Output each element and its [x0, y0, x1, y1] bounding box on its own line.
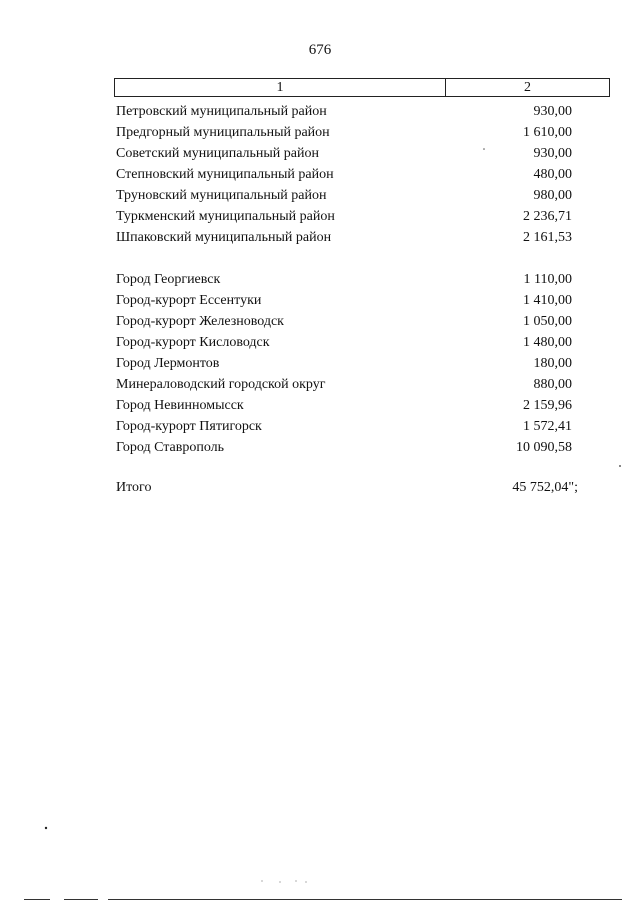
scan-edge-line: [108, 899, 622, 900]
scan-edge-line: [24, 899, 50, 900]
row-name: Город Лермонтов: [116, 356, 220, 371]
row-value: 180,00: [533, 356, 572, 371]
row-value: 2 236,71: [523, 209, 572, 224]
page-number: 676: [308, 42, 332, 58]
scan-speck: [483, 148, 485, 150]
row-name: Петровский муниципальный район: [116, 104, 327, 119]
row-value: 480,00: [533, 167, 572, 182]
row-value: 1 480,00: [523, 335, 572, 350]
scan-speck: [295, 880, 296, 881]
row-value: 2 161,53: [523, 230, 572, 245]
total-label: Итого: [116, 480, 152, 495]
row-value: 1 110,00: [523, 272, 572, 287]
row-name: Минераловодский городской округ: [116, 377, 326, 392]
row-name: Степновский муниципальный район: [116, 167, 334, 182]
row-value: 980,00: [533, 188, 572, 203]
row-value: 1 050,00: [523, 314, 572, 329]
row-name: Город Ставрополь: [116, 440, 225, 455]
row-value: 930,00: [533, 146, 572, 161]
scan-speck: [261, 880, 262, 881]
row-name: Труновский муниципальный район: [116, 188, 327, 203]
row-name: Город Невинномысск: [116, 398, 244, 413]
scan-edge-line: [64, 899, 98, 900]
row-name: Предгорный муниципальный район: [116, 125, 330, 140]
row-name: Город-курорт Железноводск: [116, 314, 284, 329]
row-value: 1 610,00: [523, 125, 572, 140]
row-name: Туркменский муниципальный район: [116, 209, 335, 224]
row-name: Шпаковский муниципальный район: [116, 230, 332, 245]
scan-speck: [305, 881, 306, 882]
row-value: 2 159,96: [523, 398, 572, 413]
scan-speck: [619, 465, 621, 467]
total-value: 45 752,04";: [512, 480, 578, 495]
row-value: 1 410,00: [523, 293, 572, 308]
row-name: Советский муниципальный район: [116, 146, 319, 161]
row-value: 880,00: [533, 377, 572, 392]
row-value: 930,00: [533, 104, 572, 119]
scan-speck: [279, 881, 280, 882]
row-name: Город-курорт Ессентуки: [116, 293, 262, 308]
column-header-1: 1: [115, 79, 446, 96]
row-value: 1 572,41: [523, 419, 572, 434]
row-value: 10 090,58: [516, 440, 572, 455]
column-header-2: 2: [524, 79, 531, 95]
scan-speck: [45, 827, 47, 829]
row-name: Город Георгиевск: [116, 272, 221, 287]
row-name: Город-курорт Пятигорск: [116, 419, 262, 434]
row-name: Город-курорт Кисловодск: [116, 335, 270, 350]
